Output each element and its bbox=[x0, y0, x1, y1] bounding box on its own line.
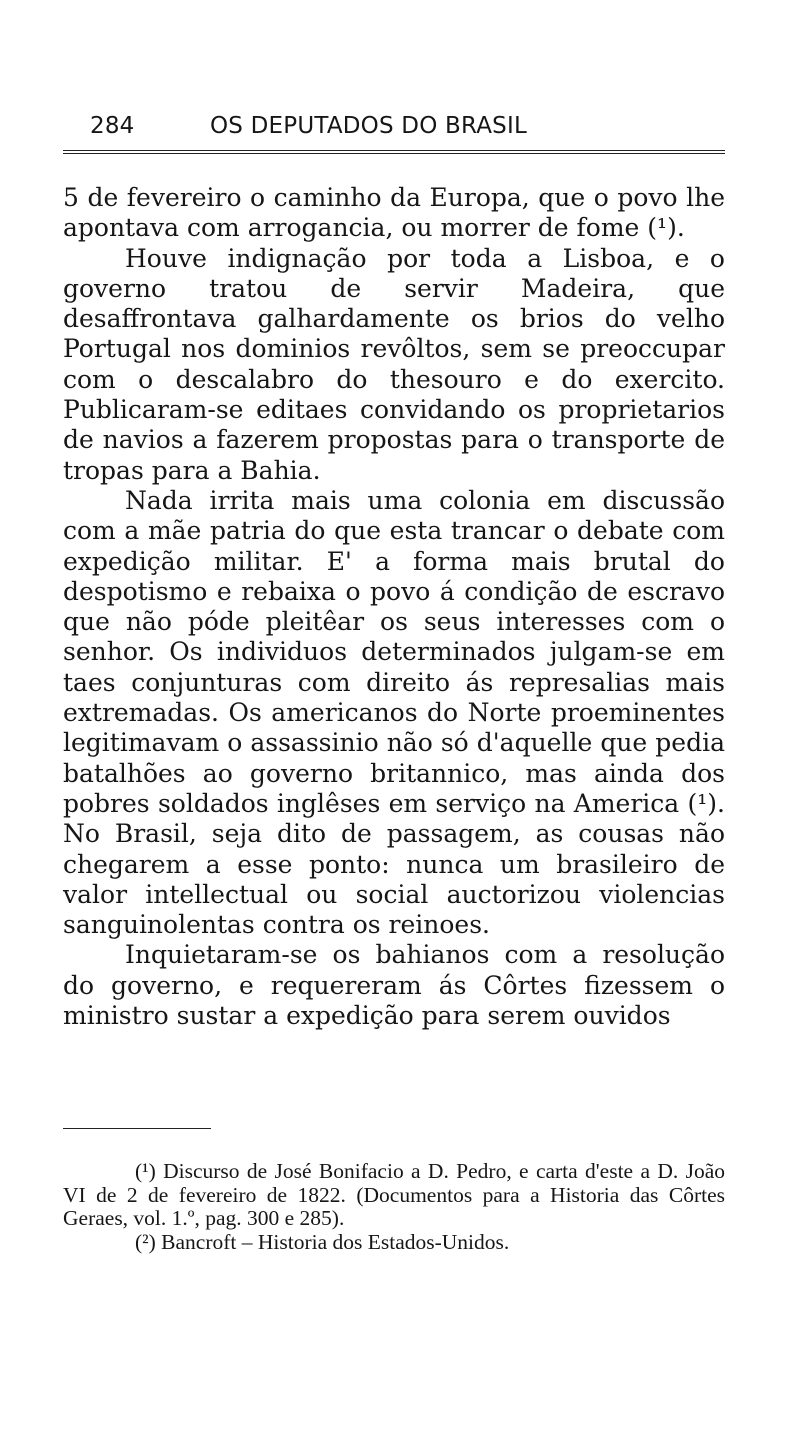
header-rule bbox=[63, 150, 725, 154]
main-text bbox=[63, 183, 725, 1031]
footnote-rule bbox=[63, 1128, 211, 1129]
paragraph: Nada irrita mais uma colonia em discussão com a mãe patria do que esta trancar o debate com expedição militar. E' a forma mais brutal do despotismo e rebaixa o povo á condição de escravo que não póde pleitêar os seus interesses com o senhor. Os individuos determinados julgam-se em taes conjunturas com direito ás represalias mais extremadas. Os americanos do Norte proeminentes legitimavam o assassinio não só d'aquelle que pedia batalhões ao governo britannico, mas ainda dos pobres soldados inglêses em serviço na America (¹). No Brasil, seja dito de passagem, as cousas não chegarem a esse ponto: nunca um brasileiro de valor intellectual ou social auctorizou violencias sanguinolentas contra os reinoes. bbox=[63, 485, 725, 940]
page-header bbox=[90, 113, 730, 139]
page-number: 284 bbox=[90, 113, 135, 139]
running-head: OS DEPUTADOS DO BRASIL bbox=[210, 113, 527, 139]
paragraph: Inquietaram-se os bahianos com a resolução do governo, e requereram ás Côrtes fizessem o ministro sustar a expedição para serem ouvidos bbox=[63, 940, 725, 1031]
footnotes bbox=[63, 1160, 725, 1254]
footnote: (²) Bancroft – Historia dos Estados-Unidos. bbox=[135, 1229, 510, 1254]
footnote: (¹) Discurso de José Bonifacio a D. Pedro, e carta d'este a D. João VI de 2 de fevereiro de 1822. (Documentos para a Historia das Côrtes Geraes, vol. 1.º, pag. 300 e 285). bbox=[63, 1159, 725, 1230]
paragraph-continued: 5 de fevereiro o caminho da Europa, que o povo lhe apontava com arrogancia, ou morrer de fome (¹). bbox=[63, 183, 725, 243]
paragraph: Houve indignação por toda a Lisboa, e o governo tratou de servir Madeira, que desaffrontava galhardamente os brios do velho Portugal nos dominios revôltos, sem se preoccupar com o descalabro do thesouro e do exercito. Publicaram-se editaes convidando os proprietarios de navios a fazerem propostas para o transporte de tropas para a Bahia. bbox=[63, 243, 725, 485]
